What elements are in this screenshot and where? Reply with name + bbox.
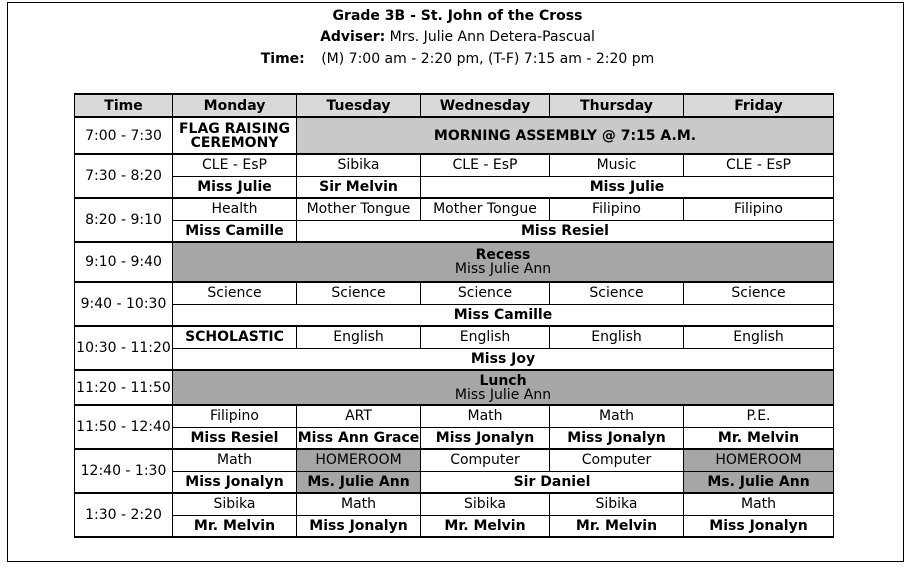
teacher-cell: Ms. Julie Ann <box>684 471 834 493</box>
teacher-cell: Miss Resiel <box>297 220 834 242</box>
subject-cell: English <box>684 326 834 348</box>
teacher-cell: Ms. Julie Ann <box>297 471 421 493</box>
teacher-cell: Mr. Melvin <box>421 515 550 537</box>
teacher-cell: Miss Joy <box>173 348 834 370</box>
class-schedule-table <box>74 93 834 538</box>
table-row <box>75 449 834 471</box>
time-cell: 9:10 - 9:40 <box>75 242 173 282</box>
table-row <box>75 154 834 176</box>
subject-cell: Filipino <box>173 405 297 427</box>
table-row <box>75 220 834 242</box>
time-cell: 7:00 - 7:30 <box>75 117 173 154</box>
column-header-monday: Monday <box>173 94 297 117</box>
table-row <box>75 405 834 427</box>
subject-cell: ART <box>297 405 421 427</box>
teacher-cell: Miss Resiel <box>173 427 297 449</box>
teacher-cell: Sir Daniel <box>421 471 684 493</box>
lunch-cell <box>173 370 834 405</box>
table-row <box>75 515 834 537</box>
time-label: Time: <box>260 51 305 67</box>
column-header-time: Time <box>75 94 173 117</box>
time-cell: 1:30 - 2:20 <box>75 493 173 537</box>
subject-cell: CLE - EsP <box>173 154 297 176</box>
subject-cell: CLE - EsP <box>421 154 550 176</box>
teacher-cell: Miss Julie <box>421 176 834 198</box>
column-header-thursday: Thursday <box>550 94 684 117</box>
subject-cell: Math <box>297 493 421 515</box>
teacher-cell: Mr. Melvin <box>550 515 684 537</box>
subject-cell: English <box>550 326 684 348</box>
teacher-cell: Sir Melvin <box>297 176 421 198</box>
teacher-cell: Miss Jonalyn <box>550 427 684 449</box>
teacher-cell: Miss Julie <box>173 176 297 198</box>
subject-cell: Music <box>550 154 684 176</box>
adviser-label: Adviser: <box>320 29 386 45</box>
time-cell: 10:30 - 11:20 <box>75 326 173 370</box>
subject-cell: Math <box>173 449 297 471</box>
homeroom-cell: HOMEROOM <box>684 449 834 471</box>
time-cell: 7:30 - 8:20 <box>75 154 173 198</box>
time-value: (M) 7:00 am - 2:20 pm, (T-F) 7:15 am - 2:20 pm <box>321 51 655 67</box>
table-row <box>75 242 834 282</box>
time-line <box>0 51 915 67</box>
subject-cell: Filipino <box>684 198 834 220</box>
table-row <box>75 370 834 405</box>
subject-cell: Science <box>684 282 834 304</box>
column-header-friday: Friday <box>684 94 834 117</box>
table-row <box>75 282 834 304</box>
teacher-cell: Miss Camille <box>173 304 834 326</box>
column-header-tuesday: Tuesday <box>297 94 421 117</box>
table-row <box>75 427 834 449</box>
subject-cell: SCHOLASTIC <box>173 326 297 348</box>
table-row <box>75 326 834 348</box>
subject-cell: Mother Tongue <box>297 198 421 220</box>
teacher-cell: Miss Jonalyn <box>684 515 834 537</box>
table-header-row <box>75 94 834 117</box>
subject-cell: CLE - EsP <box>684 154 834 176</box>
schedule-title: Grade 3B - St. John of the Cross <box>332 8 583 24</box>
homeroom-cell: HOMEROOM <box>297 449 421 471</box>
teacher-cell: Miss Ann Grace <box>297 427 421 449</box>
subject-cell: Mother Tongue <box>421 198 550 220</box>
table-row <box>75 471 834 493</box>
subject-cell: Math <box>550 405 684 427</box>
subject-cell: English <box>297 326 421 348</box>
table-row <box>75 304 834 326</box>
table-row <box>75 493 834 515</box>
time-cell: 9:40 - 10:30 <box>75 282 173 326</box>
subject-cell: Computer <box>421 449 550 471</box>
morning-assembly-cell: MORNING ASSEMBLY @ 7:15 A.M. <box>297 117 834 154</box>
time-cell: 8:20 - 9:10 <box>75 198 173 242</box>
lunch-title: Lunch <box>479 372 527 389</box>
subject-cell: Sibika <box>421 493 550 515</box>
teacher-cell: Mr. Melvin <box>684 427 834 449</box>
table-row <box>75 348 834 370</box>
teacher-cell: Miss Camille <box>173 220 297 242</box>
subject-cell: Math <box>421 405 550 427</box>
table-row <box>75 176 834 198</box>
subject-cell: Science <box>297 282 421 304</box>
adviser-name: Mrs. Julie Ann Detera-Pascual <box>389 29 595 45</box>
recess-title: Recess <box>475 247 531 263</box>
time-cell: 11:50 - 12:40 <box>75 405 173 449</box>
teacher-cell: Miss Jonalyn <box>421 427 550 449</box>
subject-cell: Sibika <box>173 493 297 515</box>
teacher-cell: Miss Jonalyn <box>173 471 297 493</box>
subject-cell: Science <box>550 282 684 304</box>
flag-raising-cell <box>173 117 297 154</box>
subject-cell: Sibika <box>550 493 684 515</box>
flag-line-1: FLAG RAISING <box>178 120 290 137</box>
teacher-cell: Miss Jonalyn <box>297 515 421 537</box>
table-row <box>75 198 834 220</box>
column-header-wednesday: Wednesday <box>421 94 550 117</box>
recess-supervisor: Miss Julie Ann <box>454 261 552 277</box>
time-cell: 11:20 - 11:50 <box>75 370 173 405</box>
subject-cell: Health <box>173 198 297 220</box>
flag-line-2: CEREMONY <box>190 134 279 151</box>
subject-cell: Science <box>421 282 550 304</box>
recess-cell <box>173 242 834 282</box>
lunch-supervisor: Miss Julie Ann <box>454 386 552 403</box>
subject-cell: Computer <box>550 449 684 471</box>
subject-cell: Sibika <box>297 154 421 176</box>
time-cell: 12:40 - 1:30 <box>75 449 173 493</box>
subject-cell: Math <box>684 493 834 515</box>
teacher-cell: Mr. Melvin <box>173 515 297 537</box>
table-row <box>75 117 834 154</box>
subject-cell: Science <box>173 282 297 304</box>
adviser-line <box>0 29 915 45</box>
subject-cell: P.E. <box>684 405 834 427</box>
subject-cell: Filipino <box>550 198 684 220</box>
subject-cell: English <box>421 326 550 348</box>
